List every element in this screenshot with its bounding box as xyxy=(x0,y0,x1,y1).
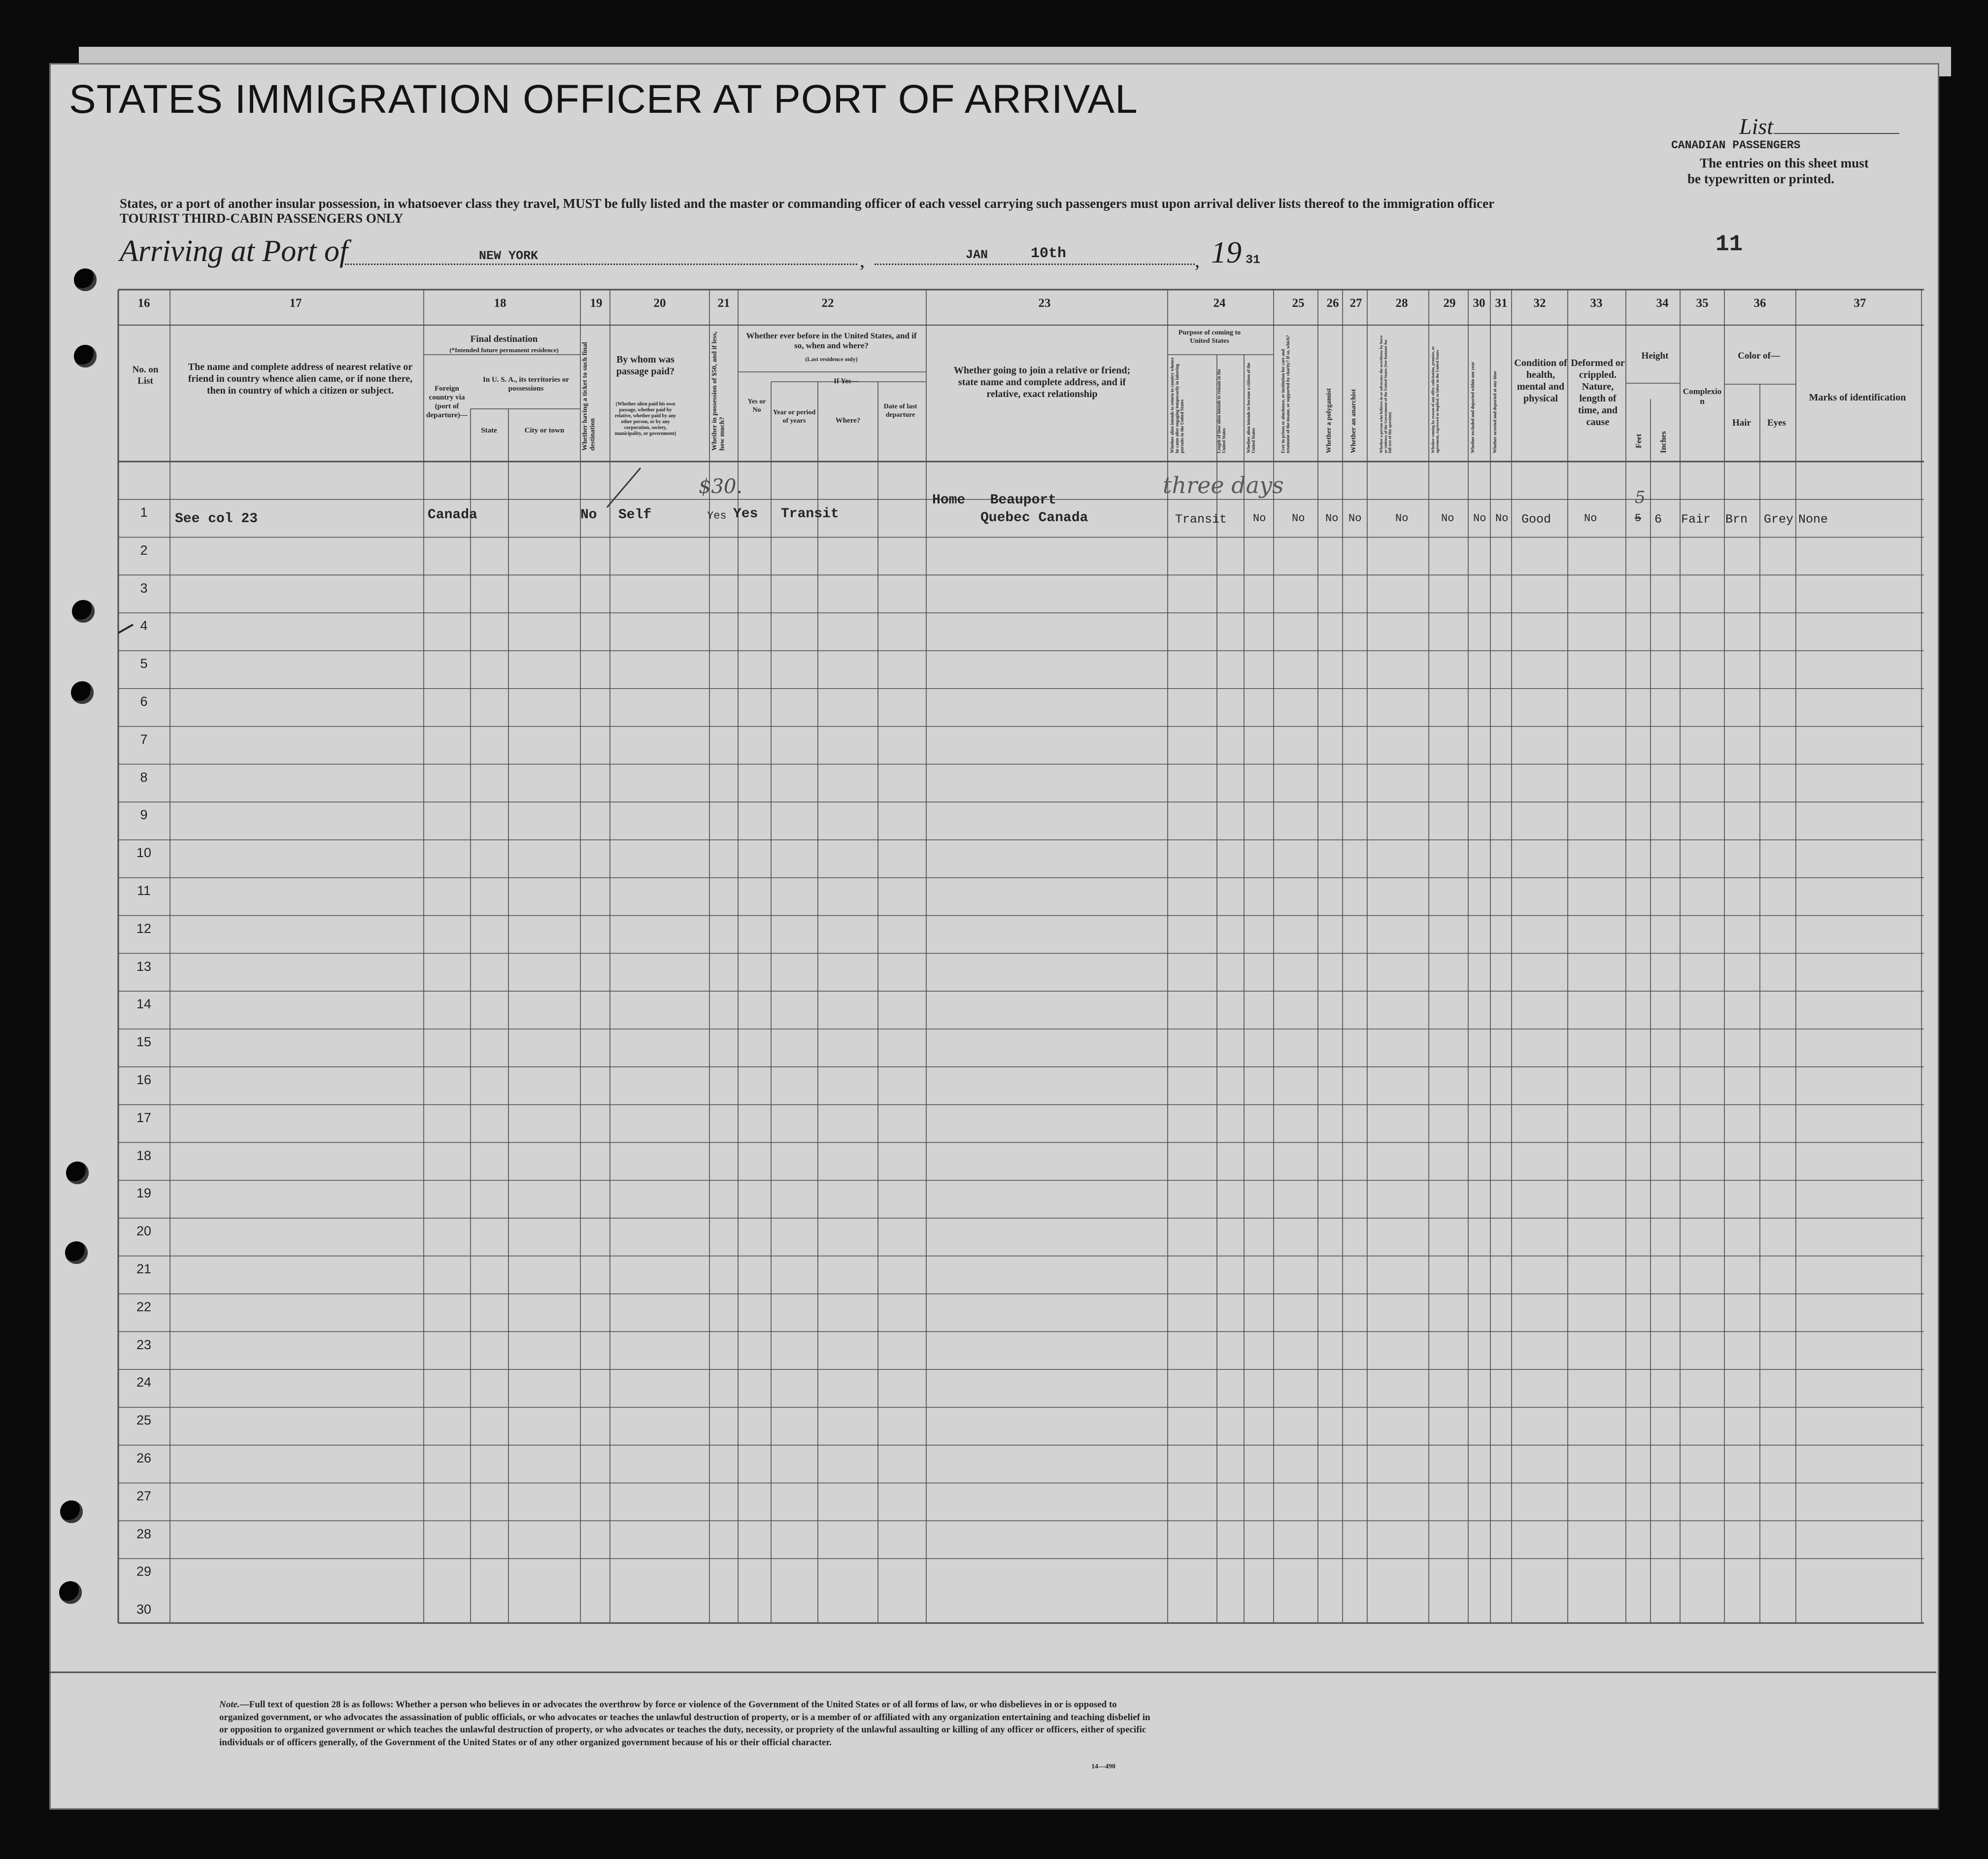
entry-relative: See col 23 xyxy=(175,511,258,527)
column-number: 24 xyxy=(1213,297,1226,310)
header-hair: Hair xyxy=(1732,418,1751,428)
column-number: 28 xyxy=(1395,297,1408,310)
entry-join-line-2: Quebec Canada xyxy=(980,510,1088,526)
column-number: 30 xyxy=(1473,297,1485,310)
header-overthrow: Whether a person who believes in or advocates the overthrow by force or violence of the Government of the United States (See footnote for full text of this question) xyxy=(1379,335,1392,453)
header-where: Where? xyxy=(835,417,861,425)
row-number: 4 xyxy=(140,618,148,633)
row-number: 22 xyxy=(136,1299,152,1314)
subtitle-instructions: States, or a port of another insular possession, in whatsoever class they travel, MUST be fully listed and the master or commanding officer of each vessel carrying such passengers must upon arrival deliver lists thereof to the immigration officer xyxy=(120,196,1495,211)
column-number: 22 xyxy=(821,297,834,310)
column-number: 33 xyxy=(1590,297,1603,310)
entry-period: Transit xyxy=(781,506,839,522)
row-number: 7 xyxy=(140,731,148,747)
row-number: 30 xyxy=(136,1602,152,1617)
header-if-yes: If Yes— xyxy=(834,377,859,385)
tick-mark-row-4 xyxy=(118,625,133,633)
entry-deformed: No xyxy=(1584,512,1597,525)
row-number: 10 xyxy=(136,845,152,861)
header-marks: Marks of identification xyxy=(1809,392,1906,403)
entry-prison: No xyxy=(1292,512,1305,525)
header-passage-paid: By whom was passage paid? xyxy=(616,354,675,377)
header-city: City or town xyxy=(524,427,565,434)
header-in-usa: In U. S. A., its territories or possessions xyxy=(483,376,569,393)
column-number: 26 xyxy=(1326,297,1339,310)
header-feet: Feet xyxy=(1635,433,1643,448)
entry-money: Yes xyxy=(707,510,727,522)
header-intends-citizen: Whether alien intends to become a citizen of the United States xyxy=(1246,363,1256,453)
entry-eyes: Grey xyxy=(1764,512,1794,527)
column-number: 29 xyxy=(1443,297,1456,310)
typewritten-instruction-1: The entries on this sheet must xyxy=(1700,156,1869,170)
row-number: 1 xyxy=(140,505,148,520)
entry-paid-by: Self xyxy=(618,507,652,523)
header-height: Height xyxy=(1641,351,1669,361)
date-day: 10th xyxy=(1031,245,1067,262)
header-foreign-country: Foreign country via (port of departure)— xyxy=(426,385,468,419)
entry-join-line-1: Home Beauport xyxy=(932,493,1057,508)
column-number: 16 xyxy=(137,297,150,310)
canadian-passengers-stamp: CANADIAN PASSENGERS xyxy=(1671,139,1801,152)
row-number: 13 xyxy=(136,959,152,974)
list-label: List xyxy=(1739,114,1774,139)
entry-marks: None xyxy=(1798,512,1828,527)
column-number: 19 xyxy=(590,297,603,310)
entry-purpose-handwritten: three days xyxy=(1163,472,1284,498)
column-number: 35 xyxy=(1696,297,1709,310)
row-number: 18 xyxy=(136,1148,152,1163)
header-yes-no: Yes or No xyxy=(747,398,766,414)
form-number: 14—490 xyxy=(1091,1763,1115,1770)
entry-feet-handwritten: 5 xyxy=(1635,488,1646,507)
header-complexion: Complexion xyxy=(1683,387,1722,406)
header-passage-paid-note: (Whether alien paid his own passage, whether paid by relative, whether paid by any other person, or by any corporation, society, municipality, or government) xyxy=(614,401,676,436)
footnote xyxy=(219,1698,1155,1749)
header-eyes: Eyes xyxy=(1767,418,1786,428)
row-number: 28 xyxy=(136,1526,152,1541)
entry-excluded: No xyxy=(1473,512,1486,525)
date-month: JAN xyxy=(966,248,988,262)
header-nearest-relative: The name and complete address of nearest relative or friend in country whence alien came, or if none there, then in country of which a citizen or subject. xyxy=(188,362,413,396)
entry-polygamist: No xyxy=(1325,512,1339,525)
entry-citizen: No xyxy=(1253,512,1266,525)
comma: , xyxy=(860,249,865,271)
entry-inches: 6 xyxy=(1654,512,1662,527)
row-number: 24 xyxy=(136,1375,152,1390)
header-final-destination: Final destination xyxy=(470,334,538,344)
entry-health: Good xyxy=(1521,512,1551,527)
header-purpose: Purpose of coming to United States xyxy=(1178,329,1241,345)
row-number: 14 xyxy=(136,996,152,1012)
row-number: 25 xyxy=(136,1413,152,1428)
row-number: 2 xyxy=(140,542,148,558)
year-prefix: 19 xyxy=(1211,236,1242,269)
typewritten-instruction-2: be typewritten or printed. xyxy=(1687,171,1834,186)
header-deformed: Deformed or crippled. Nature, length of time, and cause xyxy=(1571,358,1625,428)
row-number: 3 xyxy=(140,580,148,596)
entry-before-in-us: Yes xyxy=(733,506,758,522)
row-number: 16 xyxy=(136,1072,152,1087)
page-title: STATES IMMIGRATION OFFICER AT PORT OF ARRIVAL xyxy=(69,77,1138,122)
row-number: 11 xyxy=(136,883,151,898)
column-number: 32 xyxy=(1533,297,1546,310)
entry-arrested: No xyxy=(1495,512,1509,525)
footnote-text: —Full text of question 28 is as follows: Whether a person who believes in or advocates the overthrow by force or violence of the Government of the United States or of all forms of law, or who disbelieves in or is opposed to organized government, or who advocates the assassination of public officials, or who advocates or teaches the unlawful destruction of property, or is a member of or affiliated with any organization entertaining and teaching disbelief in or opposition to organized government or which teaches the unlawful destruction of property, or who advocates or teaches the duty, necessity, or propriety of the unlawful assaulting or killing of any officer or officers, either of specific individuals or of officers generally, of the Government of the United States or of any other organized government because of his or their official character. xyxy=(219,1699,1150,1748)
header-joining-relative: Whether going to join a relative or friend; state name and complete address, and if relative, exact relationship xyxy=(953,365,1131,399)
header-ticket: Whether having a ticket to such final destination xyxy=(581,342,597,451)
header-health: Condition of health, mental and physical xyxy=(1514,358,1567,404)
header-no-on-list: No. on List xyxy=(132,365,159,386)
row-number: 15 xyxy=(136,1034,152,1050)
entry-hair: Brn xyxy=(1725,512,1748,527)
column-number: 27 xyxy=(1349,297,1362,310)
header-polygamist: Whether a polygamist xyxy=(1325,388,1333,453)
header-last-residence: (Last residence only) xyxy=(805,356,858,363)
entry-overthrow: No xyxy=(1395,512,1409,525)
row-number: 6 xyxy=(140,694,148,709)
header-purpose-return: Whether alien intends to return to country whence he came after engaging temporarily in laboring pursuits in the United States xyxy=(1170,357,1184,453)
entry-complexion: Fair xyxy=(1681,512,1711,527)
row-number: 12 xyxy=(136,921,152,936)
port-value: NEW YORK xyxy=(479,249,539,263)
class-line: TOURIST THIRD-CABIN PASSENGERS ONLY xyxy=(120,211,404,226)
entry-labor-contract: No xyxy=(1441,512,1454,525)
header-arrested: Whether arrested and deported at any time xyxy=(1492,371,1497,453)
header-excluded: Whether excluded and deported within one year xyxy=(1470,362,1475,453)
column-number: 21 xyxy=(717,297,730,310)
column-number: 36 xyxy=(1753,297,1766,310)
sheet-number: 11 xyxy=(1716,232,1743,257)
entry-foreign-country: Canada xyxy=(428,507,477,523)
column-number: 25 xyxy=(1292,297,1305,310)
header-final-destination-note: (*Intended future permanent residence) xyxy=(449,346,559,354)
row-number: 20 xyxy=(136,1224,152,1239)
header-before-in-us: Whether ever before in the United States, and if so, when and where? xyxy=(746,331,917,351)
row-number: 19 xyxy=(136,1186,152,1201)
comma: , xyxy=(1195,249,1200,271)
column-number: 31 xyxy=(1495,297,1508,310)
column-number: 23 xyxy=(1038,297,1051,310)
header-labor-contract: Whether coming by reason of any offer, solicitation, promise, or agreement, expressed or implied, to labor in the United States xyxy=(1431,346,1440,453)
row-number: 9 xyxy=(140,807,148,823)
header-anarchist: Whether an anarchist xyxy=(1350,389,1357,453)
header-length-of-stay: Length of time alien intends to remain in the United States xyxy=(1216,369,1226,453)
row-number: 5 xyxy=(140,656,148,671)
row-number: 8 xyxy=(140,769,148,785)
header-color-of: Color of— xyxy=(1738,351,1780,361)
entry-anarchist: No xyxy=(1348,512,1362,525)
entry-money-handwritten: $30. xyxy=(699,475,743,498)
header-prison: Ever in prison or almshouse, or institution for care and treatment of the insane, or supported by charity? If so, which? xyxy=(1280,335,1290,453)
row-number: 23 xyxy=(136,1337,152,1352)
entry-feet: 5 xyxy=(1635,512,1642,525)
checkmark-stroke xyxy=(607,468,640,507)
column-number: 18 xyxy=(494,297,506,310)
column-number: 37 xyxy=(1853,297,1866,310)
footnote-label: Note. xyxy=(219,1699,240,1710)
column-number: 34 xyxy=(1656,297,1669,310)
entry-purpose: Transit xyxy=(1175,512,1227,527)
header-fifty-dollars: Whether in possession of $50, and if less, how much? xyxy=(711,331,726,451)
arriving-label: Arriving at Port of xyxy=(120,234,348,268)
header-period: Year or period of years xyxy=(773,409,816,425)
year-suffix: 31 xyxy=(1246,253,1261,267)
row-number: 27 xyxy=(136,1488,152,1503)
column-number: 17 xyxy=(289,297,302,310)
header-last-departure: Date of last departure xyxy=(883,403,917,419)
entry-ticket: No xyxy=(580,507,597,523)
header-inches: Inches xyxy=(1659,431,1668,453)
row-number: 29 xyxy=(136,1564,152,1579)
header-state: State xyxy=(481,427,497,434)
column-number: 20 xyxy=(653,297,666,310)
row-number: 17 xyxy=(136,1110,152,1125)
row-number: 26 xyxy=(136,1451,152,1465)
row-number: 21 xyxy=(136,1261,152,1276)
